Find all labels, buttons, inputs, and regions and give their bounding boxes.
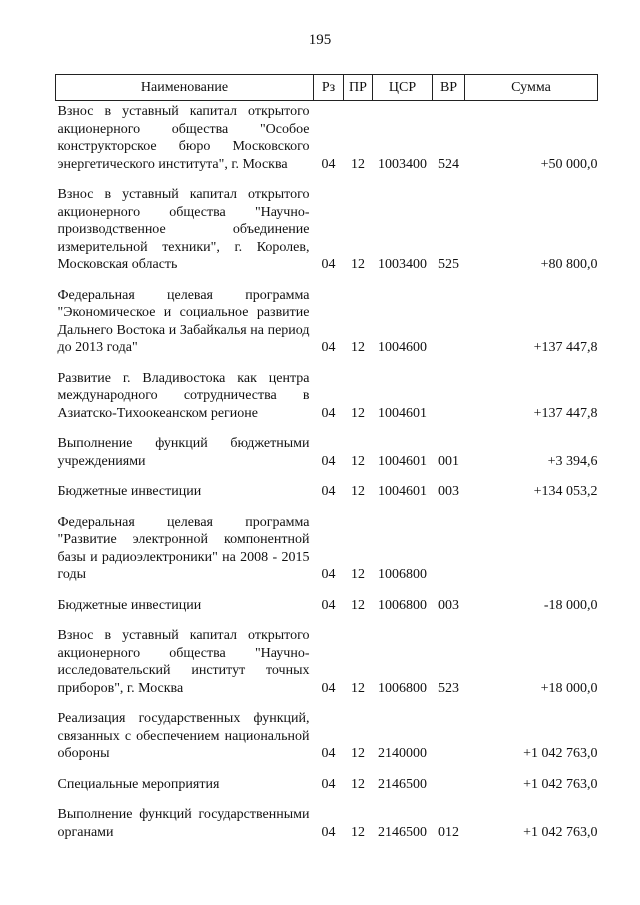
row-vr (433, 370, 465, 436)
row-rz: 04 (321, 484, 336, 499)
row-pr: 12 (351, 746, 365, 761)
row-sum: +1 042 763,0 (523, 824, 598, 840)
row-rz: 04 (321, 597, 336, 613)
row-pr: 12 (351, 597, 365, 613)
table-row (56, 370, 598, 436)
row-sum: +18 000,0 (540, 680, 598, 696)
row-csr: 1006800 (378, 680, 427, 696)
row-pr: 12 (351, 156, 365, 172)
row-csr: 2146500 (378, 824, 427, 840)
row-csr: 1006800 (378, 597, 427, 613)
row-rz: 04 (321, 405, 336, 421)
row-vr: 012 (438, 824, 459, 840)
row-sum: +1 042 763,0 (523, 746, 598, 761)
row-rz: 04 (321, 680, 336, 696)
row-vr: 525 (438, 257, 459, 272)
table-row (56, 806, 598, 854)
table-row (56, 627, 598, 710)
row-name: Выполнение функций государственными органами (57, 807, 310, 840)
row-csr: 1004601 (378, 484, 427, 499)
row-csr: 1006800 (378, 567, 427, 582)
header-pr: ПР (344, 75, 373, 101)
row-vr: 003 (438, 484, 459, 499)
table-row (56, 186, 598, 287)
row-name: Взнос в уставный капитал открытого акционерного общества "Особое конструкторское бюро Московского энергетического института", г. Москва (57, 104, 310, 172)
table-row (56, 287, 598, 370)
row-vr (433, 776, 465, 807)
row-csr: 2140000 (378, 746, 427, 761)
row-pr: 12 (351, 484, 365, 499)
table-row (56, 776, 598, 807)
row-vr: 524 (438, 156, 459, 172)
row-rz: 04 (321, 776, 336, 792)
header-name: Наименование (56, 75, 314, 101)
table-header-row (56, 75, 598, 101)
row-rz: 04 (321, 257, 336, 272)
row-sum (465, 514, 598, 597)
row-pr: 12 (351, 257, 365, 272)
table-row (56, 597, 598, 628)
row-rz: 04 (321, 746, 336, 761)
table-row (56, 483, 598, 514)
row-name: Реализация государственных функций, связанных с обеспечением национальной обороны (57, 711, 310, 761)
row-rz: 04 (321, 340, 336, 355)
header-sum: Сумма (465, 75, 598, 101)
header-rz: Рз (314, 75, 344, 101)
row-name: Взнос в уставный капитал открытого акционерного общества "Научно-производственное объединение измерительной техники", г. Королев, Московская область (57, 187, 310, 272)
row-sum: +137 447,8 (533, 340, 598, 355)
row-pr: 12 (351, 824, 365, 840)
row-vr (433, 514, 465, 597)
row-pr: 12 (351, 340, 365, 355)
row-csr: 2146500 (378, 776, 427, 792)
budget-table (55, 74, 598, 854)
row-sum: +80 800,0 (540, 257, 598, 272)
row-pr: 12 (351, 405, 365, 421)
header-csr: ЦСР (373, 75, 433, 101)
row-name: Бюджетные инвестиции (57, 484, 202, 499)
row-csr: 1004601 (378, 453, 427, 469)
row-name: Выполнение функций бюджетными учреждениями (57, 436, 310, 469)
row-sum: +137 447,8 (533, 405, 598, 421)
table-row (56, 101, 598, 187)
row-sum: -18 000,0 (543, 597, 598, 613)
row-csr: 1004600 (378, 340, 427, 355)
row-vr: 003 (438, 597, 459, 613)
page-number: 195 (308, 32, 332, 48)
row-vr: 523 (438, 680, 459, 696)
row-vr (433, 710, 465, 776)
row-name: Специальные мероприятия (57, 776, 220, 792)
row-pr: 12 (351, 776, 365, 792)
row-sum: +50 000,0 (540, 156, 598, 172)
row-name: Взнос в уставный капитал открытого акционерного общества "Научно-исследовательский институт точных приборов", г. Москва (57, 628, 310, 696)
row-rz: 04 (321, 453, 336, 469)
row-name: Федеральная целевая программа "Экономическое и социальное развитие Дальнего Востока и Забайкалья на период до 2013 года" (57, 287, 310, 355)
row-rz: 04 (321, 824, 336, 840)
row-name: Федеральная целевая программа "Развитие электронной компонентной базы и радиоэлектроники" на 2008 - 2015 годы (57, 514, 310, 582)
row-rz: 04 (321, 156, 336, 172)
row-csr: 1003400 (378, 156, 427, 172)
table-row (56, 710, 598, 776)
row-sum: +134 053,2 (533, 484, 598, 499)
row-sum: +3 394,6 (547, 453, 598, 469)
row-csr: 1004601 (378, 405, 427, 421)
row-csr: 1003400 (378, 257, 427, 272)
row-vr: 001 (438, 453, 459, 469)
row-pr: 12 (351, 453, 365, 469)
table-row (56, 514, 598, 597)
row-name: Развитие г. Владивостока как центра международного сотрудничества в Азиатско-Тихоокеанском регионе (57, 370, 310, 421)
table-row (56, 435, 598, 483)
row-vr (433, 287, 465, 370)
header-vr: ВР (433, 75, 465, 101)
row-name: Бюджетные инвестиции (57, 597, 202, 613)
row-pr: 12 (351, 567, 365, 582)
row-sum: +1 042 763,0 (523, 776, 598, 792)
row-rz: 04 (321, 567, 336, 582)
row-pr: 12 (351, 680, 365, 696)
